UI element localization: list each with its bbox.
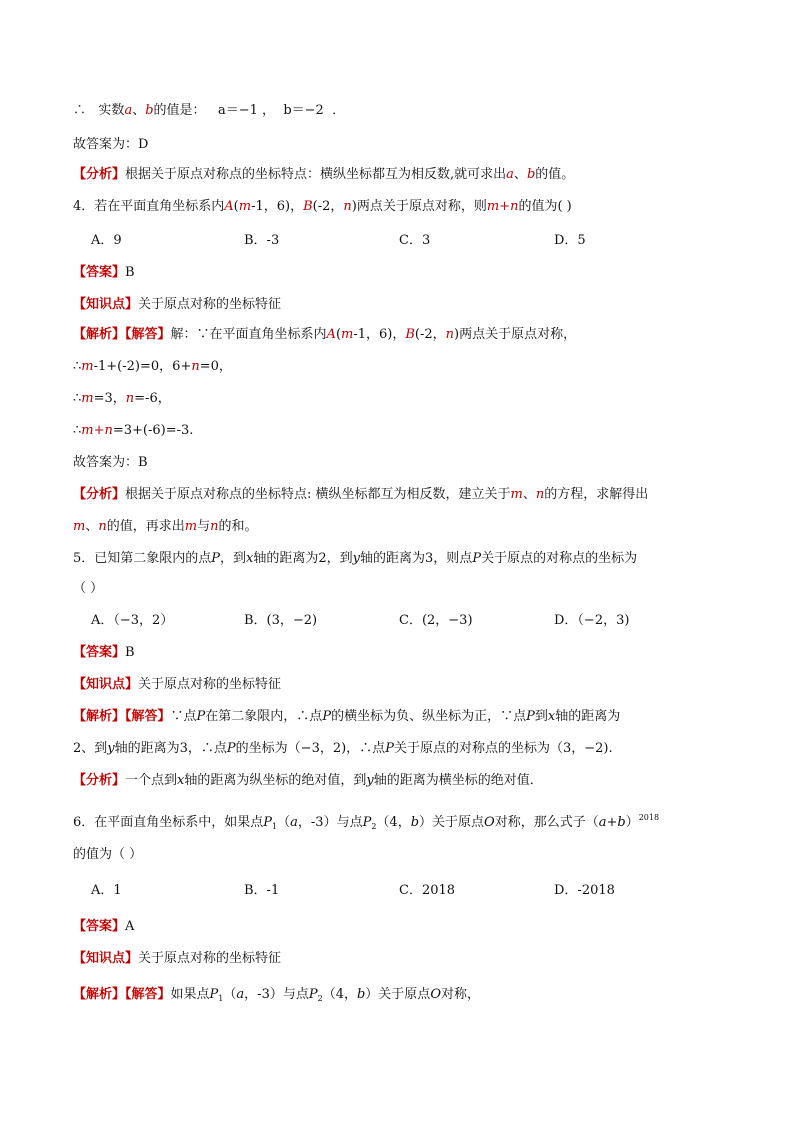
text: )两点关于原点对称， — [454, 327, 577, 342]
var: m — [238, 199, 252, 214]
q4-analysis-cont — [73, 518, 257, 536]
text: 对称，那么式子（ — [494, 815, 599, 830]
var: B — [303, 199, 313, 214]
var: m — [341, 327, 354, 342]
q4-solution — [73, 326, 576, 344]
q4-result: 故答案为：B — [73, 455, 148, 470]
option-b: B．-1 — [244, 883, 280, 898]
q6-knowledge-point — [73, 950, 281, 968]
subscript: 2 — [317, 994, 323, 1003]
answer-tag: 【答案】 — [73, 645, 126, 660]
var: P — [472, 551, 482, 566]
var: n — [535, 487, 545, 502]
text: 、 — [522, 487, 536, 502]
option-c: C．3 — [399, 233, 431, 248]
question-6-options — [91, 882, 731, 900]
option-b: B．(3，−2) — [244, 613, 318, 628]
var: P — [526, 709, 535, 724]
var: n — [210, 519, 219, 534]
var: P — [385, 741, 394, 756]
text: 的和。 — [218, 519, 258, 534]
q4-step-2 — [73, 390, 171, 408]
option-b: B．-3 — [244, 233, 280, 248]
text: ， — [262, 103, 276, 118]
solution-tag: 【解答】 — [125, 709, 171, 724]
var: m — [510, 487, 523, 502]
var: x — [547, 709, 556, 724]
text: 的横坐标为负、纵坐标为正，∵点 — [331, 709, 527, 724]
var: P — [209, 987, 219, 1002]
var: P — [308, 987, 318, 1002]
var: n — [125, 391, 135, 406]
answer-line: 故答案为：D — [73, 137, 149, 152]
var: m — [184, 519, 198, 534]
text: 、 — [513, 167, 527, 182]
text: 5．已知第二象限内的点 — [73, 551, 212, 566]
var: m — [73, 519, 86, 534]
knowledge-tag: 【知识点】 — [73, 297, 139, 312]
text: ） — [625, 815, 639, 830]
var: x — [246, 551, 254, 566]
var: x — [177, 773, 185, 788]
conclusion-line — [73, 102, 345, 120]
text: 根据关于原点对称点的坐标特点: 横纵坐标都互为相反数，建立关于 — [125, 487, 511, 502]
therefore-symbol: ∴ — [73, 423, 82, 438]
option-d: D．（−2，3) — [554, 613, 630, 628]
text: ( — [233, 199, 239, 214]
text: 6．在平面直角坐标系中，如果点 — [73, 815, 264, 830]
text: 根据关于原点对称点的坐标特点：横纵坐标都互为相反数,就可求出 — [125, 167, 507, 182]
text: (-2， — [312, 199, 344, 214]
option-d: D．5 — [554, 233, 586, 248]
question-6-cont: 的值为（ ） — [73, 847, 143, 862]
text: 关于原点的对称点的坐标为（3，−2). — [393, 741, 613, 756]
q6-answer — [73, 918, 134, 936]
question-5-bracket: （ ） — [73, 581, 104, 596]
text: ，-3）与点 — [297, 815, 363, 830]
answer-tag: 【答案】 — [73, 265, 126, 280]
q5-answer — [73, 644, 135, 662]
text: 的值。 — [535, 167, 575, 182]
analysis-line — [73, 166, 574, 184]
q5-solution — [73, 708, 620, 726]
text: （4， — [376, 815, 411, 830]
var: P — [211, 551, 221, 566]
var: m+n — [81, 423, 113, 438]
analysis-tag: 【解析】 — [73, 327, 126, 342]
solution-tag: 【解答】 — [125, 327, 171, 342]
text: 轴的距离为3，∴点 — [114, 741, 227, 756]
text: 轴的距离为横坐标的绝对值． — [373, 773, 543, 788]
text: 解：∵在平面直角坐标系内 — [170, 327, 327, 342]
analysis-tag: 【解析】 — [73, 987, 126, 1002]
text: 的值，再求出 — [106, 519, 185, 534]
text: ，到 — [220, 551, 247, 566]
question-5-options — [91, 612, 731, 630]
text: B — [125, 265, 135, 280]
knowledge-tag: 【知识点】 — [73, 677, 139, 692]
subscript: 1 — [218, 994, 224, 1003]
var: y — [366, 773, 374, 788]
text: ． — [332, 103, 346, 118]
answer-tag: 【答案】 — [73, 919, 126, 934]
therefore-symbol: ∴ — [73, 391, 82, 406]
var: B — [405, 327, 415, 342]
text: 与 — [197, 519, 211, 534]
var: a — [290, 815, 298, 830]
text: 关于原点对称的坐标特征 — [138, 297, 282, 312]
knowledge-tag: 【知识点】 — [73, 951, 139, 966]
text: 、 — [85, 519, 99, 534]
text: 实数 — [98, 103, 125, 118]
text: 一个点到 — [125, 773, 178, 788]
text: =3+(-6)=-3. — [112, 423, 194, 438]
var: y — [352, 551, 361, 566]
therefore-symbol: ∴ — [73, 359, 82, 374]
var-a: a — [124, 103, 133, 118]
text: ）关于原点 — [365, 987, 431, 1002]
text: 轴的距离为 — [555, 709, 621, 724]
text: )两点关于原点对称，则 — [351, 199, 487, 214]
q6-solution — [73, 986, 480, 1004]
var: P — [226, 741, 236, 756]
solution-tag: 【解答】 — [125, 987, 171, 1002]
text: ( — [335, 327, 342, 342]
var: a — [236, 987, 245, 1002]
option-a: A．（−3，2） — [91, 613, 174, 628]
text: 的值是： — [153, 103, 206, 118]
var: b — [356, 987, 366, 1002]
q5-solution-cont — [73, 740, 613, 758]
text: =0， — [199, 359, 232, 374]
var: A — [224, 199, 234, 214]
var-a: a — [506, 167, 514, 182]
text: =3， — [93, 391, 126, 406]
text: 轴的距离为2，到 — [253, 551, 353, 566]
var: n — [445, 327, 455, 342]
subscript: 2 — [371, 822, 377, 831]
var: P — [322, 709, 332, 724]
text: 在第二象限内，∴点 — [205, 709, 323, 724]
text: 2、到 — [73, 741, 108, 756]
text: 的方程，求解得出 — [544, 487, 649, 502]
var: n — [191, 359, 200, 374]
text: （4， — [322, 987, 357, 1002]
text: ，-3）与点 — [244, 987, 309, 1002]
analysis-tag: 【分析】 — [73, 167, 126, 182]
text: （ — [223, 987, 237, 1002]
q4-knowledge-point — [73, 296, 281, 314]
text: （ — [277, 815, 291, 830]
text: 如果点 — [170, 987, 210, 1002]
var: n — [98, 519, 107, 534]
var: P — [196, 709, 206, 724]
equation: a＝−1 — [217, 103, 258, 118]
text: 关于原点对称的坐标特征 — [138, 677, 282, 692]
q4-analysis — [73, 486, 648, 504]
text: 到 — [534, 709, 548, 724]
text: ）关于原点 — [419, 815, 485, 830]
text: (-2， — [414, 327, 446, 342]
subscript: 1 — [272, 822, 278, 831]
text: A — [125, 919, 135, 934]
exponent: 2018 — [638, 813, 660, 822]
text: 轴的距离为3，则点 — [360, 551, 473, 566]
var-b: b — [145, 103, 154, 118]
text: ∵点 — [170, 709, 197, 724]
text: =-6， — [134, 391, 171, 406]
q4-answer — [73, 264, 135, 282]
question-5 — [73, 550, 637, 568]
text: -1，6)， — [353, 327, 406, 342]
var: P — [362, 815, 372, 830]
q5-analysis — [73, 772, 543, 790]
option-d: D．-2018 — [554, 883, 615, 898]
var: m+n — [486, 199, 519, 214]
analysis-tag: 【分析】 — [73, 773, 126, 788]
text: 、 — [132, 103, 146, 118]
q4-step-1 — [73, 358, 232, 376]
option-c: C．2018 — [399, 883, 456, 898]
question-4 — [73, 198, 572, 216]
text: -1+(-2)=0，6+ — [93, 359, 192, 374]
option-c: C．(2，−3) — [399, 613, 473, 628]
text: B — [125, 645, 135, 660]
text: 的值为( ) — [518, 199, 572, 214]
option-a: A．9 — [91, 233, 122, 248]
var: m — [81, 359, 94, 374]
analysis-tag: 【解析】 — [73, 709, 126, 724]
question-6 — [73, 814, 659, 832]
analysis-tag: 【分析】 — [73, 487, 126, 502]
var: b — [410, 815, 420, 830]
text: 4．若在平面直角坐标系内 — [73, 199, 225, 214]
var: n — [343, 199, 352, 214]
var: P — [263, 815, 273, 830]
var: O — [484, 815, 495, 830]
var: O — [430, 987, 441, 1002]
var: m — [81, 391, 94, 406]
var-b: b — [526, 167, 536, 182]
therefore-symbol: ∴ — [73, 103, 87, 118]
var: A — [326, 327, 336, 342]
q4-step-3 — [73, 422, 193, 440]
var: y — [107, 741, 115, 756]
var: a+b — [598, 815, 626, 830]
text: 的坐标为（−3，2)，∴点 — [235, 741, 386, 756]
text: 关于原点对称的坐标特征 — [138, 951, 282, 966]
equation: b＝−2 — [283, 103, 324, 118]
text: -1，6)， — [251, 199, 304, 214]
option-a: A．1 — [91, 883, 122, 898]
question-4-options — [91, 232, 731, 250]
q5-knowledge-point — [73, 676, 281, 694]
text: 对称， — [440, 987, 480, 1002]
text: 轴的距离为纵坐标的绝对值，到 — [184, 773, 367, 788]
text: 关于原点的对称点的坐标为 — [481, 551, 638, 566]
